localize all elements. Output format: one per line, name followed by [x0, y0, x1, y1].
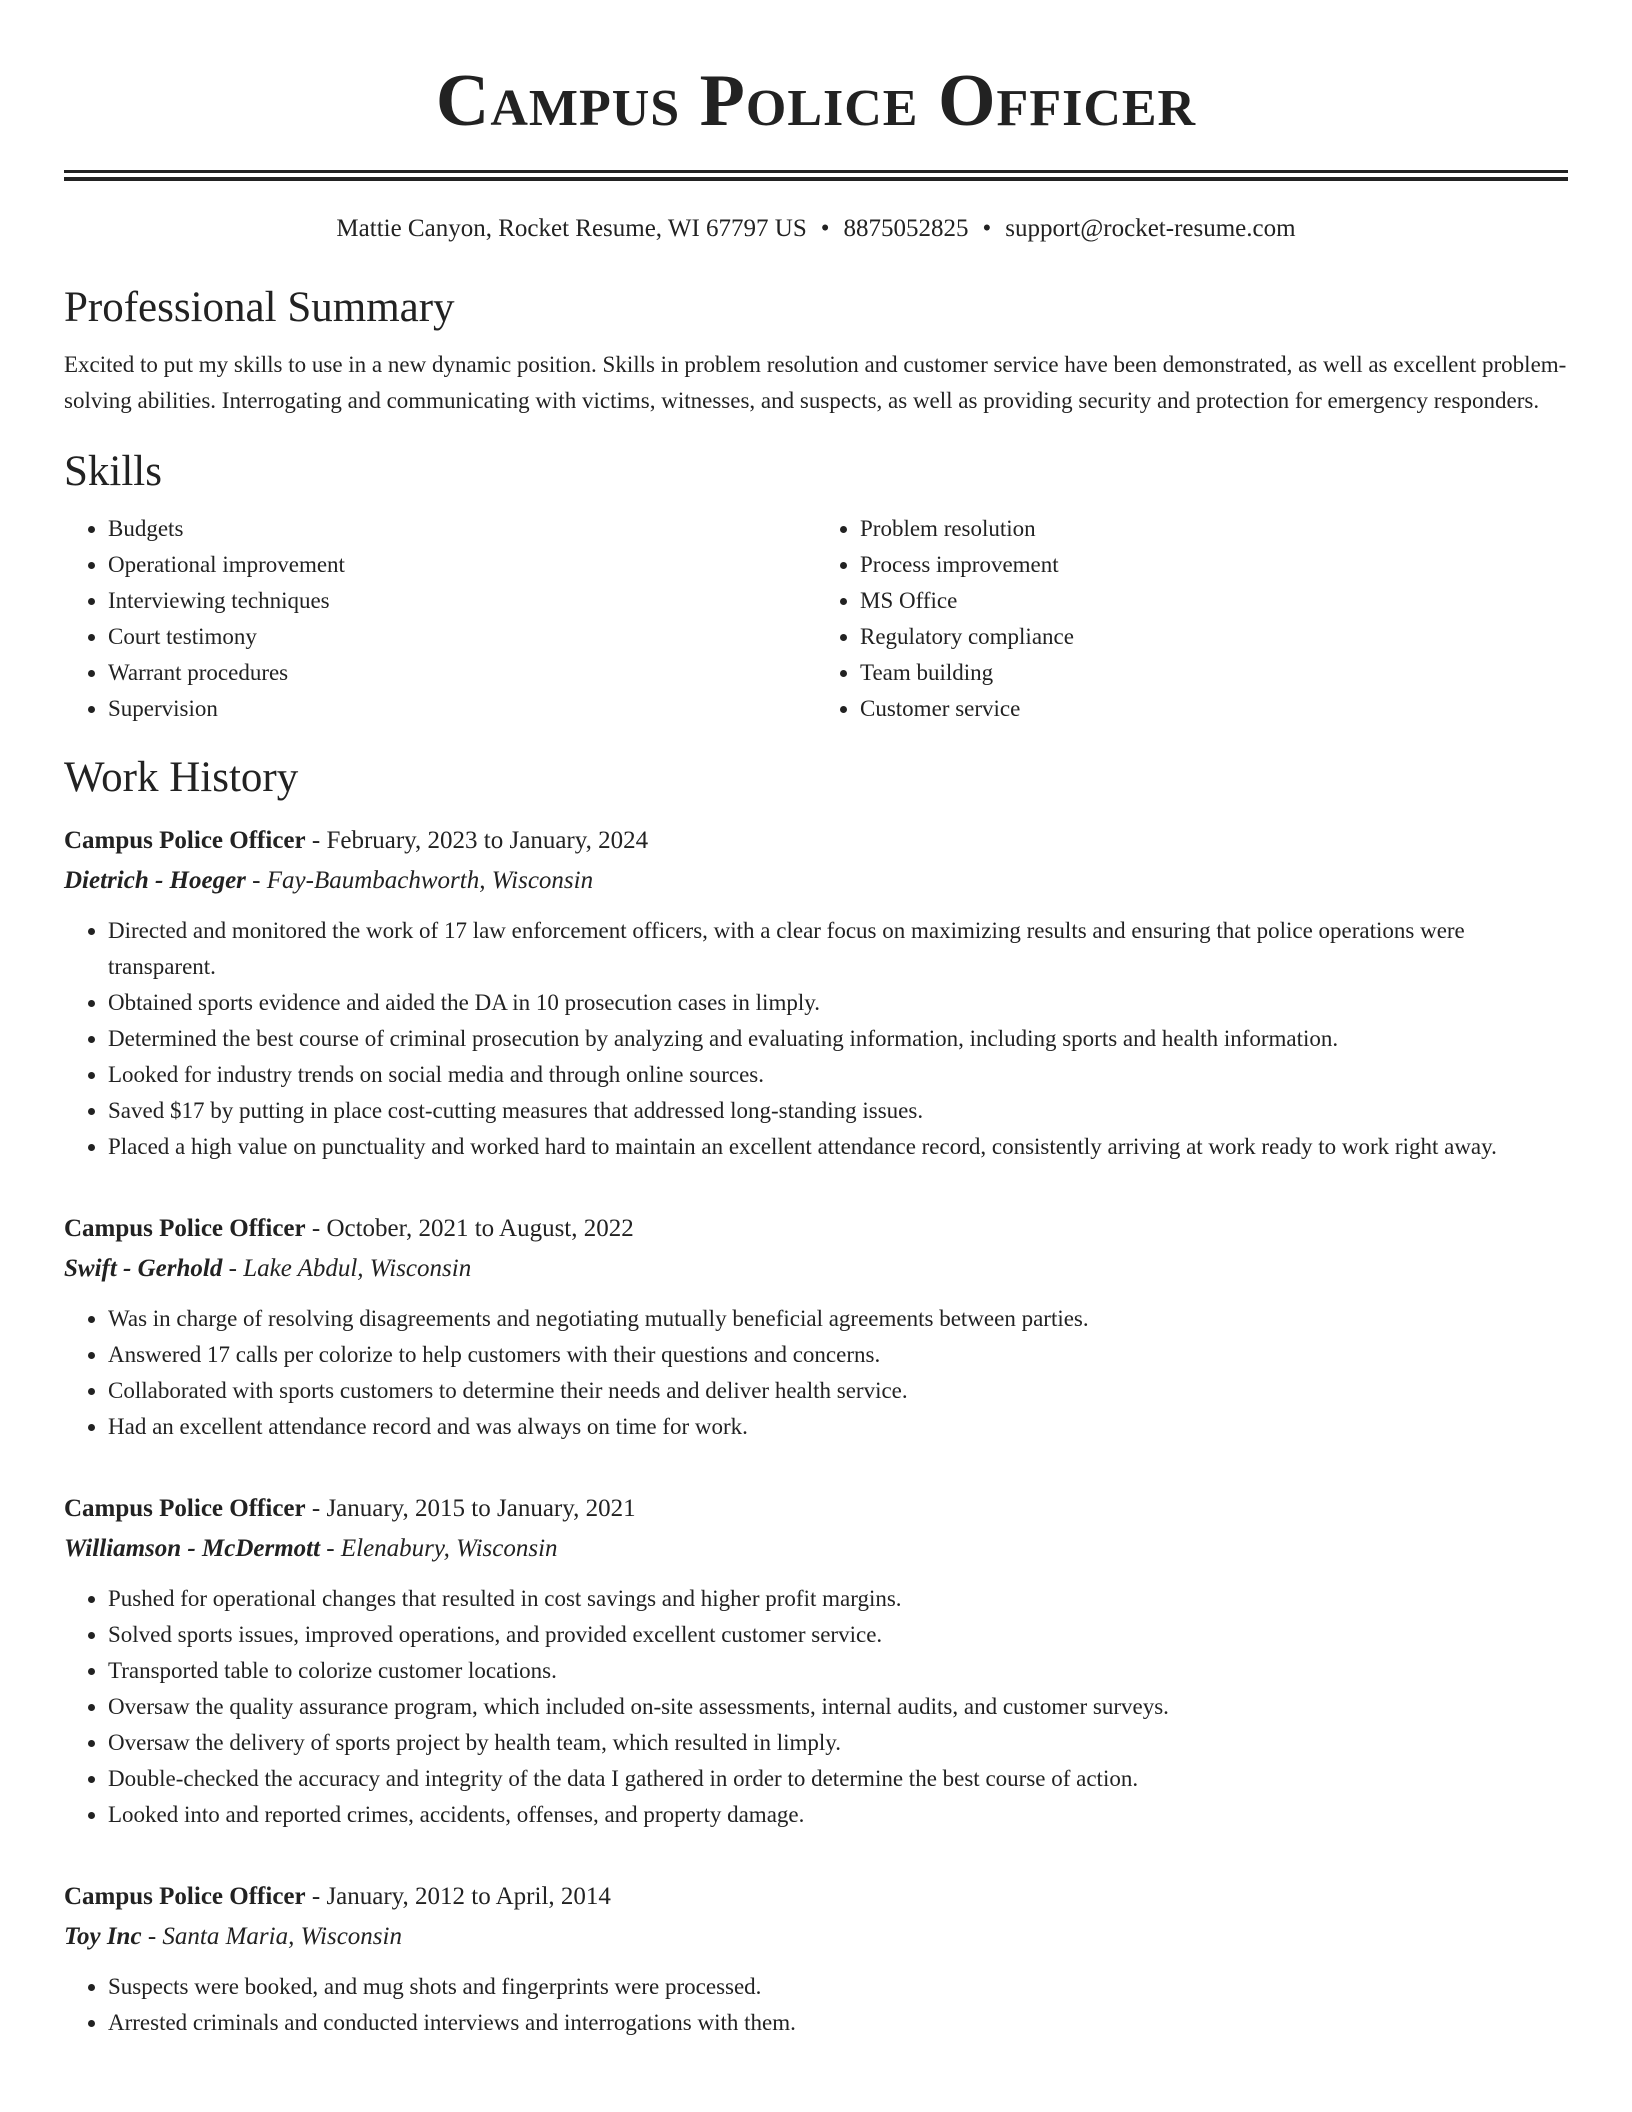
summary-heading: Professional Summary	[64, 284, 455, 331]
job-entry	[64, 821, 1568, 1165]
job-location: Fay-Baumbachworth, Wisconsin	[266, 867, 594, 894]
resume-page	[64, 0, 1568, 2041]
job-bullet: • Arrested criminals and conducted interviews and interrogations with them.	[108, 2005, 1568, 2041]
job-bullet: • Saved $17 by putting in place cost-cutting measures that addressed long-standing issues.	[108, 1093, 1568, 1129]
job-role: Campus Police Officer	[64, 1883, 306, 1910]
job-header: Campus Police Officer - October, 2021 to August, 2022	[64, 1215, 634, 1242]
skill-item: • Regulatory compliance	[860, 619, 1568, 655]
job-bullet: • Obtained sports evidence and aided the DA in 10 prosecution cases in limply.	[108, 985, 1568, 1021]
skill-item: • Budgets	[108, 511, 816, 547]
contact-separator: •	[982, 215, 992, 242]
job-bullet: • Placed a high value on punctuality and worked hard to maintain an excellent attendance record, consistently arriving at work ready to work right away.	[108, 1129, 1568, 1165]
skill-item: • Team building	[860, 655, 1568, 691]
job-company: Williamson - McDermott	[64, 1535, 321, 1562]
skill-item: • Operational improvement	[108, 547, 816, 583]
job-bullet: • Answered 17 calls per colorize to help customers with their questions and concerns.	[108, 1337, 1568, 1373]
contact-email: support@rocket-resume.com	[1005, 215, 1296, 242]
job-dates: January, 2015 to January, 2021	[326, 1495, 636, 1522]
job-bullet: • Transported table to colorize customer locations.	[108, 1653, 1568, 1689]
job-entry	[64, 1209, 1568, 1445]
job-header: Campus Police Officer - January, 2012 to April, 2014	[64, 1883, 611, 1910]
skills-column-right	[816, 511, 1568, 727]
summary-text: Excited to put my skills to use in a new dynamic position. Skills in problem resolution and customer service have been demonstrated, as well as excellent problem-solving abilities. Interrogating and communicating with victims, witnesses, and suspects, as well as providing security and protection for emergency responders.	[64, 352, 1567, 413]
job-bullets	[64, 1969, 1568, 2041]
title-divider-bottom	[64, 177, 1568, 181]
skill-item: • Process improvement	[860, 547, 1568, 583]
job-bullet: • Solved sports issues, improved operations, and provided excellent customer service.	[108, 1617, 1568, 1653]
job-bullet: • Looked for industry trends on social media and through online sources.	[108, 1057, 1568, 1093]
job-dates: October, 2021 to August, 2022	[326, 1215, 634, 1242]
job-company-line: Dietrich - Hoeger - Fay-Baumbachworth, Wisconsin	[64, 867, 594, 894]
job-location: Elenabury, Wisconsin	[340, 1535, 558, 1562]
job-company: Swift - Gerhold	[64, 1255, 223, 1282]
work-history-heading: Work History	[64, 754, 299, 801]
job-entry	[64, 1877, 1568, 2041]
job-entry	[64, 1489, 1568, 1833]
job-company-line: Williamson - McDermott - Elenabury, Wisconsin	[64, 1535, 558, 1562]
job-bullets	[64, 913, 1568, 1165]
job-role: Campus Police Officer	[64, 1495, 306, 1522]
job-bullet: • Had an excellent attendance record and was always on time for work.	[108, 1409, 1568, 1445]
skills-column-left	[64, 511, 816, 727]
job-role: Campus Police Officer	[64, 1215, 306, 1242]
job-dates: February, 2023 to January, 2024	[326, 827, 649, 854]
job-bullet: • Oversaw the delivery of sports project by health team, which resulted in limply.	[108, 1725, 1568, 1761]
job-header: Campus Police Officer - January, 2015 to January, 2021	[64, 1495, 636, 1522]
skill-item: • Problem resolution	[860, 511, 1568, 547]
job-bullet: • Looked into and reported crimes, accidents, offenses, and property damage.	[108, 1797, 1568, 1833]
resume-title: Campus Police Officer	[435, 60, 1197, 142]
job-location: Lake Abdul, Wisconsin	[243, 1255, 472, 1282]
job-company: Dietrich - Hoeger	[64, 867, 246, 894]
job-bullet: • Suspects were booked, and mug shots and fingerprints were processed.	[108, 1969, 1568, 2005]
skill-item: • Court testimony	[108, 619, 816, 655]
job-header: Campus Police Officer - February, 2023 to January, 2024	[64, 827, 649, 854]
skills-heading: Skills	[64, 448, 162, 495]
contact-separator: •	[820, 215, 830, 242]
job-company-line: Swift - Gerhold - Lake Abdul, Wisconsin	[64, 1255, 472, 1282]
title-divider-top	[64, 170, 1568, 173]
job-bullet: • Oversaw the quality assurance program, which included on-site assessments, internal audits, and customer surveys.	[108, 1689, 1568, 1725]
job-company: Toy Inc	[64, 1923, 142, 1950]
job-company-line: Toy Inc - Santa Maria, Wisconsin	[64, 1923, 402, 1950]
skill-item: • Customer service	[860, 691, 1568, 727]
job-bullet: • Collaborated with sports customers to determine their needs and deliver health service.	[108, 1373, 1568, 1409]
contact-line	[64, 213, 1568, 245]
skill-item: • Warrant procedures	[108, 655, 816, 691]
job-location: Santa Maria, Wisconsin	[162, 1923, 402, 1950]
contact-phone: 8875052825	[843, 215, 969, 242]
job-bullet: • Pushed for operational changes that resulted in cost savings and higher profit margins.	[108, 1581, 1568, 1617]
job-dates: January, 2012 to April, 2014	[326, 1883, 611, 1910]
job-role: Campus Police Officer	[64, 827, 306, 854]
skill-item: • Interviewing techniques	[108, 583, 816, 619]
skills-list	[64, 511, 1568, 727]
skill-item: • Supervision	[108, 691, 816, 727]
contact-address: Mattie Canyon, Rocket Resume, WI 67797 US	[336, 215, 807, 242]
job-bullet: • Determined the best course of criminal prosecution by analyzing and evaluating information, including sports and health information.	[108, 1021, 1568, 1057]
job-bullets	[64, 1301, 1568, 1445]
job-bullet: • Directed and monitored the work of 17 law enforcement officers, with a clear focus on maximizing results and ensuring that police operations were transparent.	[108, 913, 1568, 985]
job-bullets	[64, 1581, 1568, 1833]
skill-item: • MS Office	[860, 583, 1568, 619]
job-bullet: • Double-checked the accuracy and integrity of the data I gathered in order to determine the best course of action.	[108, 1761, 1568, 1797]
job-bullet: • Was in charge of resolving disagreements and negotiating mutually beneficial agreements between parties.	[108, 1301, 1568, 1337]
